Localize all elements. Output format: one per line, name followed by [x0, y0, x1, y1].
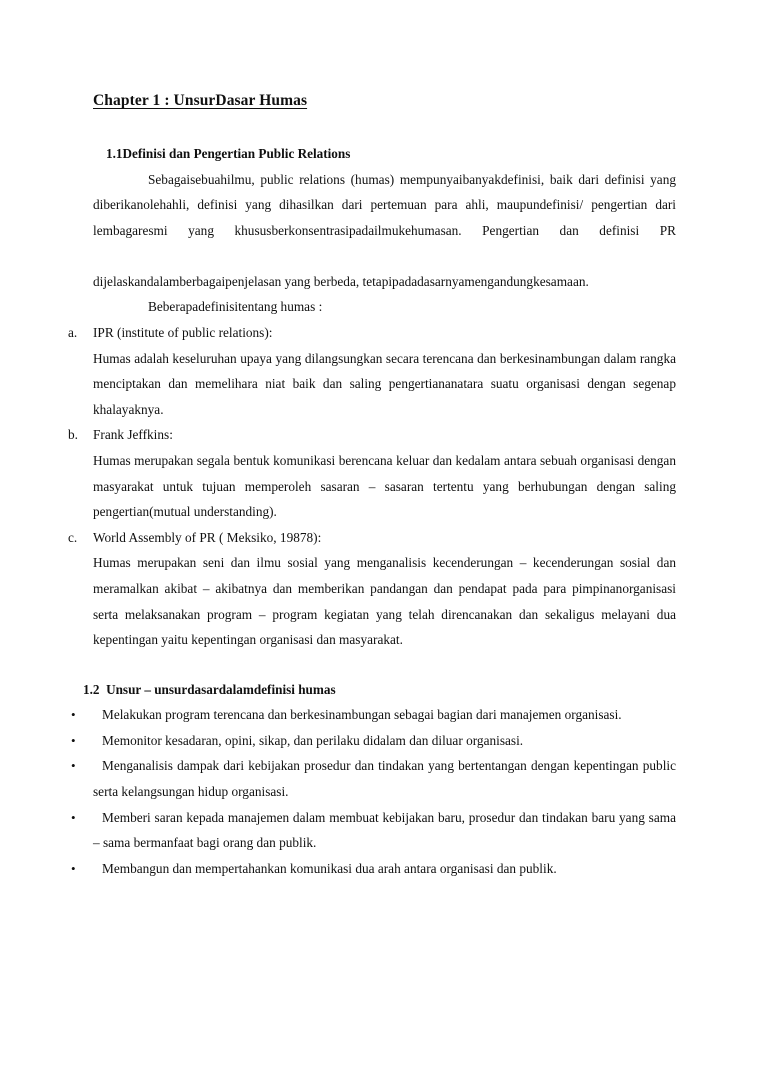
- section-heading-1-1: 1.1Definisi dan Pengertian Public Relations: [106, 146, 351, 161]
- list-item: [68, 320, 676, 422]
- definition-list: [68, 320, 676, 653]
- list-item: [71, 728, 676, 754]
- bullet-icon: •: [71, 860, 76, 876]
- bullet-icon: •: [71, 809, 76, 825]
- chapter-title: Chapter 1 : UnsurDasar Humas: [93, 92, 308, 109]
- list-item-title: IPR (institute of public relations):: [93, 325, 273, 341]
- list-item: [71, 753, 676, 804]
- list-item-text: Memberi saran kepada manajemen dalam membuat kebijakan baru, prosedur dan tindakan baru yang sama – sama bermanfaat bagi orang dan publik.: [93, 809, 676, 851]
- list-item: [71, 702, 676, 728]
- bullet-icon: •: [71, 707, 76, 723]
- list-item-text: Memonitor kesadaran, opini, sikap, dan perilaku didalam dan diluar organisasi.: [102, 732, 524, 748]
- list-item-title: Frank Jeffkins:: [93, 427, 173, 443]
- list-item-text: Menganalisis dampak dari kebijakan prosedur dan tindakan yang bertentangan dengan kepentingan public serta kelangsungan hidup organisasi.: [93, 758, 676, 800]
- list-item: [71, 805, 676, 856]
- paragraph-definisi-intro: Sebagaisebuahilmu, public relations (humas) mempunyaibanyakdefinisi, baik dari definisi yang diberikanolehahli, definisi yang dihasilkan dari pertemuan para ahli, maupundefinisi/ pengertian dari lembagaresmi yang khususberkonsentrasipadailmukehumasan. Pengertian dan definisi PR: [93, 171, 676, 238]
- section-heading-1-2: 1.2 Unsur – unsurdasardalamdefinisi humas: [83, 681, 336, 697]
- list-item-text: Membangun dan mempertahankan komunikasi dua arah antara organisasi dan publik.: [102, 860, 557, 876]
- list-item-body: Humas merupakan segala bentuk komunikasi berencana keluar dan kedalam antara sebuah organisasi dengan masyarakat untuk tujuan memperoleh sasaran – sasaran tertentu yang berhubungan dengan saling pengertian(mutual understanding).: [93, 453, 676, 520]
- bullet-icon: •: [71, 732, 76, 748]
- paragraph-beberapa-definisi: Beberapadefinisitentang humas :: [148, 299, 323, 315]
- paragraph-definisi-intro-cont: dijelaskandalamberbagaipenjelasan yang berbeda, tetapipadadasarnyamengandungkesamaan.: [93, 273, 589, 289]
- bullet-icon: •: [71, 758, 76, 774]
- list-item-marker: a.: [68, 325, 78, 341]
- list-item: [71, 856, 676, 882]
- list-item-title: World Assembly of PR ( Meksiko, 19878):: [93, 529, 322, 545]
- list-item: [68, 525, 676, 653]
- unsur-bullet-list: [71, 702, 676, 881]
- list-item-text: Melakukan program terencana dan berkesinambungan sebagai bagian dari manajemen organisasi.: [102, 707, 622, 723]
- list-item: [68, 422, 676, 524]
- list-item-marker: c.: [68, 529, 78, 545]
- list-item-body: Humas merupakan seni dan ilmu sosial yang menganalisis kecenderungan – kecenderungan sosial dan meramalkan akibat – akibatnya dan memberikan pandangan dan pendapat pada para pimpinanorganisasi serta melaksanakan program – program kegiatan yang telah direncanakan dan sekaligus melayani dua kepentingan yaitu kepentingan organisasi dan masyarakat.: [93, 555, 676, 648]
- list-item-body: Humas adalah keseluruhan upaya yang dilangsungkan secara terencana dan berkesinambungan dalam rangka menciptakan dan memelihara niat baik dan saling pengertiananatara suatu organisasi dengan segenap khalayaknya.: [93, 350, 676, 417]
- list-item-marker: b.: [68, 427, 78, 443]
